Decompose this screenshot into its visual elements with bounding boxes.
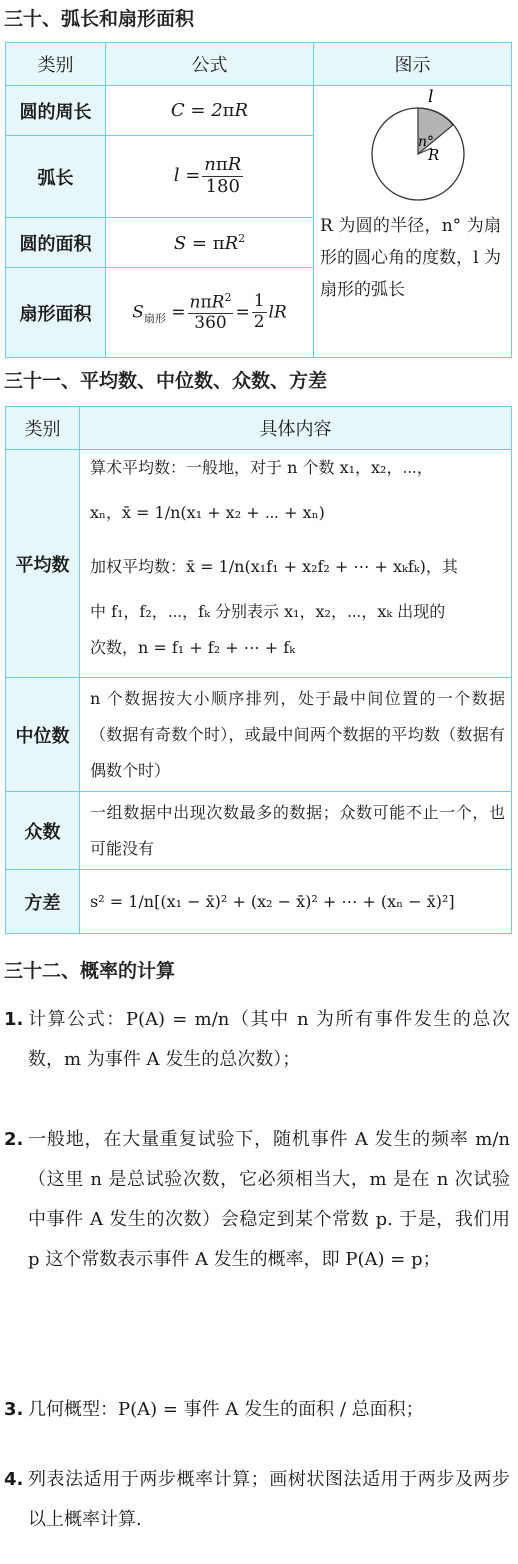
item-text: 一般地，在大量重复试验下，随机事件 A 发生的频率 m/n（这里 n 是总试验次数，它必须相当大，m 是在 n 次试验中事件 A 发生的次数）会稳定到某个常数 p. 于是，我们用 p 这个常数表示事件 A 发生的概率，即 P(A) = p； bbox=[28, 1129, 510, 1270]
row-variance: 方差 bbox=[6, 870, 80, 934]
item-number: 4. bbox=[4, 1469, 24, 1490]
header-content: 具体内容 bbox=[80, 407, 512, 450]
header-formula: 公式 bbox=[106, 43, 314, 86]
item-number: 2. bbox=[4, 1129, 24, 1150]
median-text: n 个数据按大小顺序排列，处于最中间位置的一个数据（数据有奇数个时），或最中间两个数据的平均数（数据有偶数个时） bbox=[90, 688, 505, 780]
formula-circle-area: $S = \pi R^2$ bbox=[106, 218, 314, 268]
row-mode: 众数 bbox=[6, 792, 80, 870]
section32-title: 三十二、概率的计算 bbox=[4, 960, 176, 982]
formula-arc-length: l = $\frac{\text{nπR}}{180}$ bbox=[106, 136, 314, 218]
row-arc-length: 弧长 bbox=[6, 136, 106, 218]
arith-mean-label: 算术平均数：一般地，对于 n 个数 x₁，x₂，⋯， bbox=[90, 458, 433, 477]
probability-item-4 bbox=[4, 1460, 510, 1540]
weighted-mean-line2: 中 f₁，f₂，⋯，fₖ 分别表示 x₁，x₂，⋯，xₖ 出现的 bbox=[90, 602, 446, 621]
item-text: 几何概型：P(A) = 事件 A 发生的面积 / 总面积； bbox=[28, 1399, 424, 1420]
arc-label: l bbox=[428, 87, 434, 107]
row-median: 中位数 bbox=[6, 678, 80, 792]
mean-content bbox=[80, 450, 512, 678]
angle-label: n° bbox=[418, 134, 435, 150]
row-mean: 平均数 bbox=[6, 450, 80, 678]
statistics-table bbox=[5, 406, 512, 934]
weighted-mean-line3: 次数，n = f₁ + f₂ + ⋯ + fₖ bbox=[90, 638, 296, 657]
formula-sector-area: $S_{扇形}$ = $\frac{n\pi R^2}{360}$ = $\frac{1}{2}$ lR bbox=[106, 268, 314, 358]
item-text: 列表法适用于两步概率计算；画树状图法适用于两步及两步以上概率计算. bbox=[28, 1469, 510, 1530]
probability-item-1 bbox=[4, 1000, 510, 1080]
radius-label: R bbox=[428, 146, 440, 164]
figure-description: R 为圆的半径，n° 为扇形的圆心角的度数，l 为扇形的弧长 bbox=[320, 216, 501, 300]
row-sector-area: 扇形面积 bbox=[6, 268, 106, 358]
item-number: 1. bbox=[4, 1009, 24, 1030]
probability-item-3 bbox=[4, 1390, 510, 1430]
formula-circumference: C = 2πR bbox=[106, 86, 314, 136]
mode-text: 一组数据中出现次数最多的数据；众数可能不止一个，也可能没有 bbox=[90, 802, 505, 858]
median-content bbox=[80, 678, 512, 792]
arc-sector-table bbox=[5, 42, 512, 358]
figure-cell bbox=[314, 86, 512, 358]
weighted-mean-label: 加权平均数：x̄ = 1/n(x₁f₁ + x₂f₂ + ⋯ + xₖfₖ)，其 bbox=[90, 557, 458, 576]
row-circle-area: 圆的面积 bbox=[6, 218, 106, 268]
probability-item-2 bbox=[4, 1120, 510, 1280]
item-text: 计算公式：P(A) = m/n（其中 n 为所有事件发生的总次数，m 为事件 A 发生的总次数）； bbox=[28, 1009, 510, 1070]
variance-formula: s² = 1/n[(x₁ − x̄)² + (x₂ − x̄)² + ⋯ + (xₙ − x̄)²] bbox=[90, 891, 455, 911]
row-circumference: 圆的周长 bbox=[6, 86, 106, 136]
variance-content bbox=[80, 870, 512, 934]
arith-mean-formula: xₙ，x̄ = 1/n(x₁ + x₂ + ⋯ + xₙ) bbox=[90, 503, 325, 522]
header-category: 类别 bbox=[6, 43, 106, 86]
section31-title: 三十一、平均数、中位数、众数、方差 bbox=[4, 370, 328, 392]
header-figure: 图示 bbox=[314, 43, 512, 86]
item-number: 3. bbox=[4, 1399, 24, 1420]
mode-content bbox=[80, 792, 512, 870]
sector-diagram bbox=[314, 86, 510, 206]
section30-title: 三十、弧长和扇形面积 bbox=[4, 8, 195, 30]
header-category-2: 类别 bbox=[6, 407, 80, 450]
